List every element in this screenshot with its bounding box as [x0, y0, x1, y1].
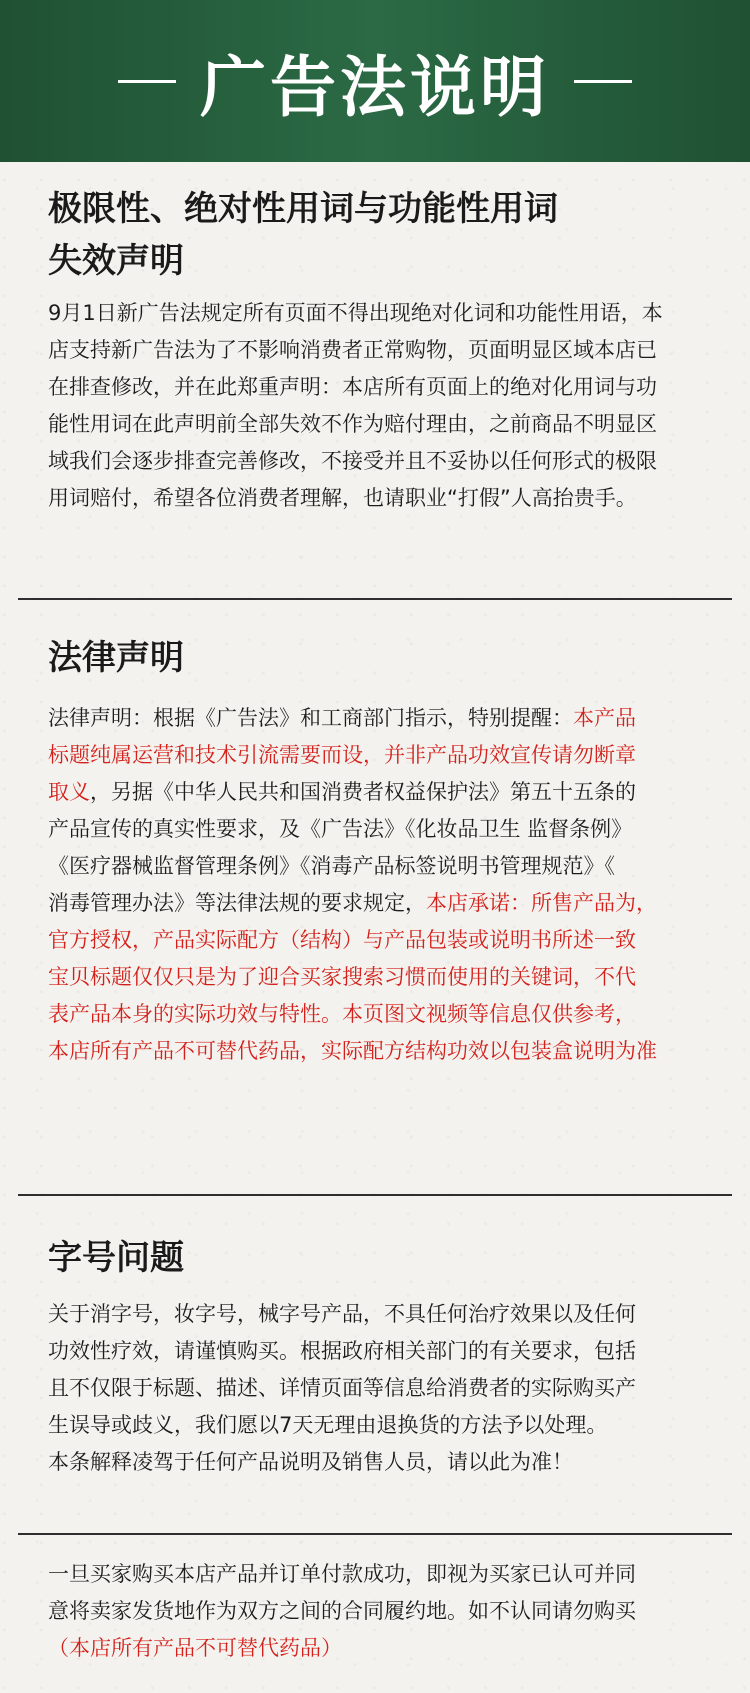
header-dash-right [574, 80, 632, 83]
text-red: 取义 [48, 780, 90, 804]
body-line: 店支持新广告法为了不影响消费者正常购物，页面明显区域本店已 [48, 338, 657, 362]
header-dash-left [118, 80, 176, 83]
section-body [48, 1296, 712, 1481]
section-body [48, 700, 712, 1070]
body-line [48, 700, 712, 737]
section-title: 字号问题 [48, 1238, 184, 1278]
text-black: 法律声明：根据《广告法》和工商部门指示，特别提醒： [48, 706, 573, 730]
body-line [48, 885, 712, 922]
body-line-red: 本店所有产品不可替代药品，实际配方结构功效以包装盒说明为准 [48, 1039, 657, 1063]
text-black: ，另据《中华人民共和国消费者权益保护法》第五十五条的 [90, 780, 636, 804]
section-title: 法律声明 [48, 638, 184, 678]
text-red: 本产品 [573, 706, 636, 730]
section-absolute-terms [48, 183, 712, 517]
section-body [48, 295, 712, 517]
body-line: 域我们会逐步排查完善修改，不接受并且不妥协以任何形式的极限 [48, 449, 657, 473]
body-line: 用词赔付，希望各位消费者理解，也请职业“打假”人高抬贵手。 [48, 486, 637, 510]
page-header [0, 0, 750, 162]
body-line: 功效性疗效，请谨慎购买。根据政府相关部门的有关要求，包括 [48, 1339, 636, 1363]
text-red: 本店承诺：所售产品为， [426, 891, 657, 915]
body-line [48, 774, 712, 811]
section-title-line-1: 极限性、绝对性用词与功能性用词 [48, 189, 558, 229]
section-divider [18, 598, 732, 600]
section-title-line-2: 失效声明 [48, 241, 184, 281]
body-line-red: 宝贝标题仅仅只是为了迎合买家搜索习惯而使用的关键词，不代 [48, 965, 636, 989]
body-line-red: 标题纯属运营和技术引流需要而设，并非产品功效宣传请勿断章 [48, 743, 636, 767]
section-legal-statement [48, 632, 712, 1070]
page-title: 广告法说明 [200, 48, 550, 126]
body-line: 9月1日新广告法规定所有页面不得出现绝对化词和功能性用语，本 [48, 301, 663, 325]
body-line-red: （本店所有产品不可替代药品） [48, 1636, 342, 1660]
body-line: 生误导或歧义，我们愿以7天无理由退换货的方法予以处理。 [48, 1413, 608, 1437]
section-body [48, 1556, 712, 1667]
section-license-numbers [48, 1232, 712, 1481]
body-line: 本条解释凌驾于任何产品说明及销售人员，请以此为准！ [48, 1450, 573, 1474]
text-black: 消毒管理办法》等法律法规的要求规定， [48, 891, 426, 915]
body-line: 关于消字号，妆字号，械字号产品，不具任何治疗效果以及任何 [48, 1302, 636, 1326]
body-line: 产品宣传的真实性要求，及《广告法》《化妆品卫生 监督条例》 [48, 817, 633, 841]
body-line: 且不仅限于标题、描述、详情页面等信息给消费者的实际购买产 [48, 1376, 636, 1400]
section-divider [18, 1194, 732, 1196]
section-purchase-agreement [48, 1556, 712, 1667]
body-line: 能性用词在此声明前全部失效不作为赔付理由，之前商品不明显区 [48, 412, 657, 436]
body-line-red: 官方授权，产品实际配方（结构）与产品包装或说明书所述一致 [48, 928, 636, 952]
section-divider [18, 1533, 732, 1535]
body-line: 意将卖家发货地作为双方之间的合同履约地。如不认同请勿购买 [48, 1599, 636, 1623]
body-line-red: 表产品本身的实际功效与特性。本页图文视频等信息仅供参考， [48, 1002, 636, 1026]
body-line: 《医疗器械监督管理条例》《消毒产品标签说明书管理规范》《 [48, 854, 615, 878]
body-line: 一旦买家购买本店产品并订单付款成功，即视为买家已认可并同 [48, 1562, 636, 1586]
body-line: 在排查修改，并在此郑重声明：本店所有页面上的绝对化用词与功 [48, 375, 657, 399]
